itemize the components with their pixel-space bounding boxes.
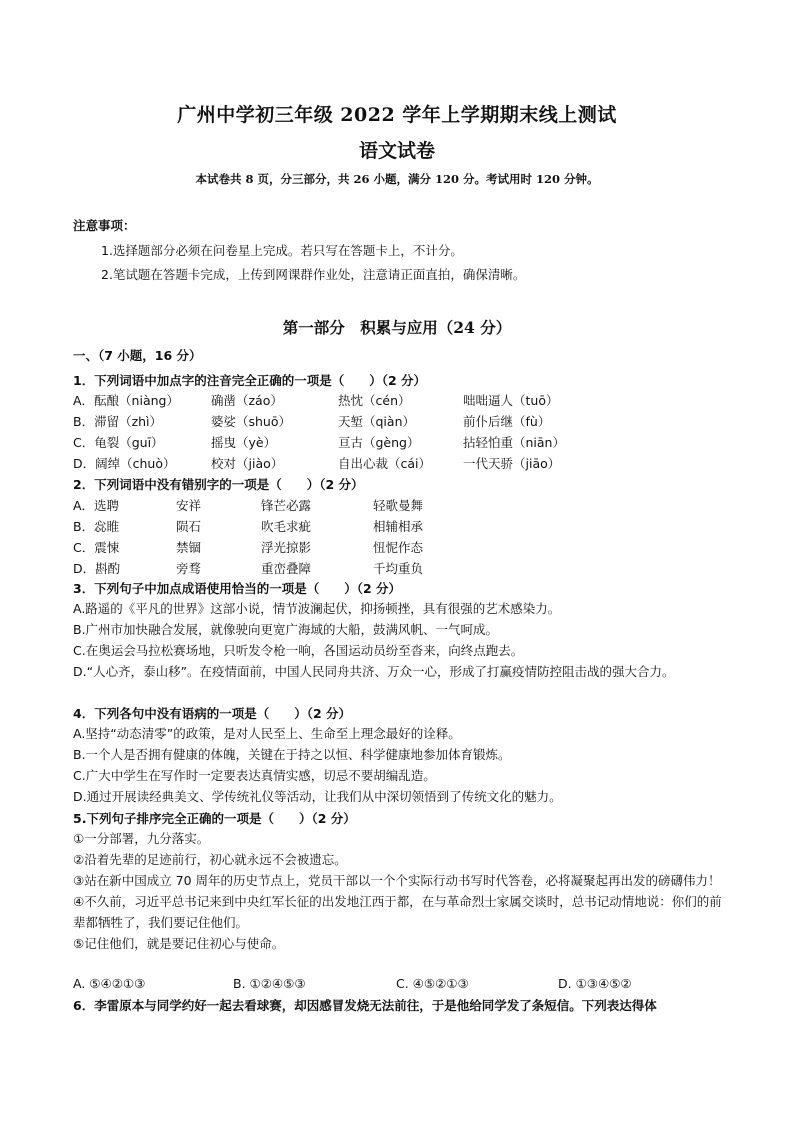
option-cell: 一代天骄（jiāo）: [463, 456, 561, 471]
option-cell: A．选聘: [73, 498, 120, 513]
option-cell: 咄咄逼人（tuō）: [463, 393, 559, 408]
option-cell: 安祥: [176, 498, 202, 513]
option-cell: 热忱（cén）: [338, 393, 411, 408]
question-3-option-c: C.在奥运会马拉松赛场地，只听发令枪一响，各国运动员纷至沓来，向终点跑去。: [73, 643, 524, 658]
notice-item: 1.选择题部分必须在问卷星上完成。若只写在答题卡上，不计分。: [101, 243, 463, 258]
exam-subject: 语文试卷: [358, 140, 435, 162]
notice-title: 注意事项：: [73, 218, 136, 233]
option-cell: D．斟酌: [73, 561, 121, 576]
option-cell: 确凿（záo）: [211, 393, 283, 408]
question-4-option-a: A.坚持“动态清零”的政策，是对人民至上、生命至上理念最好的诠释。: [73, 726, 461, 741]
option-cell: 禁锢: [176, 540, 202, 555]
question-group: 一、（7 小题，16 分）: [73, 348, 202, 363]
option-cell: 自出心裁（cái）: [338, 456, 432, 471]
option-cell: B．滞留（zhì）: [73, 414, 163, 429]
sentence-1: ①一分部署，九分落实。: [73, 831, 210, 846]
option-cell: 校对（jiào）: [211, 456, 284, 471]
option-cell: 吹毛求疵: [261, 519, 312, 534]
option-cell: 浮光掠影: [261, 540, 312, 555]
option-cell: C．震悚: [73, 540, 120, 555]
sentence-4: ④不久前，习近平总书记来到中央红军长征的出发地江西于都，在与革命烈士家属交谈时，总书记动情地说：你们的前辈都牺牲了，我们要记住他们。: [73, 894, 722, 930]
question-4-option-c: C.广大中学生在写作时一定要表达真情实感，切忌不要胡编乱造。: [73, 768, 436, 783]
option-cell: 婆娑（shuō）: [211, 414, 292, 429]
question-4-body: [73, 723, 725, 807]
option-cell: 忸怩作态: [373, 540, 424, 555]
question-3-option-d: D.“人心齐，泰山移”。在疫情面前，中国人民同舟共济、万众一心，形成了打赢疫情防控阻击战的强大合力。: [73, 664, 675, 679]
option-cell: B. ①②④⑤③: [233, 976, 306, 991]
sentence-3: ③站在新中国成立 70 周年的历史节点上，党员干部以一个个实际行动书写时代答卷，必将凝聚起再出发的磅礴伟力！: [73, 873, 721, 888]
question-5-body: [73, 828, 725, 954]
option-cell: 陨石: [176, 519, 202, 534]
exam-title: 广州中学初三年级 2022 学年上学期期末线上测试: [177, 104, 617, 126]
option-cell: 天堑（qiàn）: [338, 414, 415, 429]
sentence-2: ②沿着先辈的足迹前行，初心就永远不会被遗忘。: [73, 852, 347, 867]
question-5-stem: 5.下列句子排序完全正确的一项是（ ）（2 分）: [73, 811, 356, 826]
option-cell: 摇曳（yè）: [211, 435, 277, 450]
option-cell: 拈轻怕重（niān）: [463, 435, 565, 450]
option-cell: D．阔绰（chuò）: [73, 456, 176, 471]
option-cell: C. ④⑤②①③: [396, 976, 469, 991]
option-cell: 亘古（gèng）: [338, 435, 420, 450]
option-cell: 前仆后继（fù）: [463, 414, 551, 429]
question-2-stem: 2．下列词语中没有错别字的一项是（ ）（2 分）: [73, 477, 364, 492]
question-6-stem: 6．李雷原本与同学约好一起去看球赛，却因感冒发烧无法前往，于是他给同学发了条短信。下列表达得体: [73, 998, 657, 1013]
option-cell: 相辅相承: [373, 519, 424, 534]
option-cell: 锋芒必露: [261, 498, 312, 513]
option-cell: A．酝酿（niàng）: [73, 393, 179, 408]
option-cell: 轻歌曼舞: [373, 498, 424, 513]
question-3-stem: 3．下列句子中加点成语使用恰当的一项是（ ）（2 分）: [73, 581, 401, 596]
notice-item: 2.笔试题在答题卡完成，上传到网课群作业处，注意请正面直拍，确保清晰。: [101, 267, 526, 282]
option-cell: C．龟裂（guī）: [73, 435, 164, 450]
question-1-stem: 1．下列词语中加点字的注音完全正确的一项是（ ）（2 分）: [73, 373, 426, 388]
question-4-option-d: D.通过开展读经典美文、学传统礼仪等活动，让我们从中深切领悟到了传统文化的魅力。: [73, 789, 562, 804]
option-cell: 旁骛: [176, 561, 202, 576]
option-cell: 重峦叠障: [261, 561, 312, 576]
section-title: 第一部分 积累与应用（24 分）: [282, 318, 512, 337]
option-cell: 千均重负: [373, 561, 424, 576]
question-4-stem: 4．下列各句中没有语病的一项是（ ）（2 分）: [73, 706, 351, 721]
sentence-5: ⑤记住他们，就是要记住初心与使命。: [73, 936, 285, 951]
question-3-option-b: B.广州市加快融合发展，就像驶向更宽广海域的大船，鼓满风帆、一气呵成。: [73, 622, 499, 637]
option-cell: A. ⑤④②①③: [73, 976, 146, 991]
question-3-option-a: A.路遥的《平凡的世界》这部小说，情节波澜起伏，抑扬顿挫，具有很强的艺术感染力。: [73, 601, 561, 616]
question-3-body: [73, 598, 725, 682]
exam-info: 本试卷共 8 页，分三部分，共 26 小题，满分 120 分。考试用时 120 分钟。: [195, 172, 599, 186]
option-cell: B．惢睢: [73, 519, 120, 534]
option-cell: D. ①③④⑤②: [558, 976, 632, 991]
question-4-option-b: B.一个人是否拥有健康的体魄，关键在于持之以恒、科学健康地参加体育锻炼。: [73, 747, 511, 762]
